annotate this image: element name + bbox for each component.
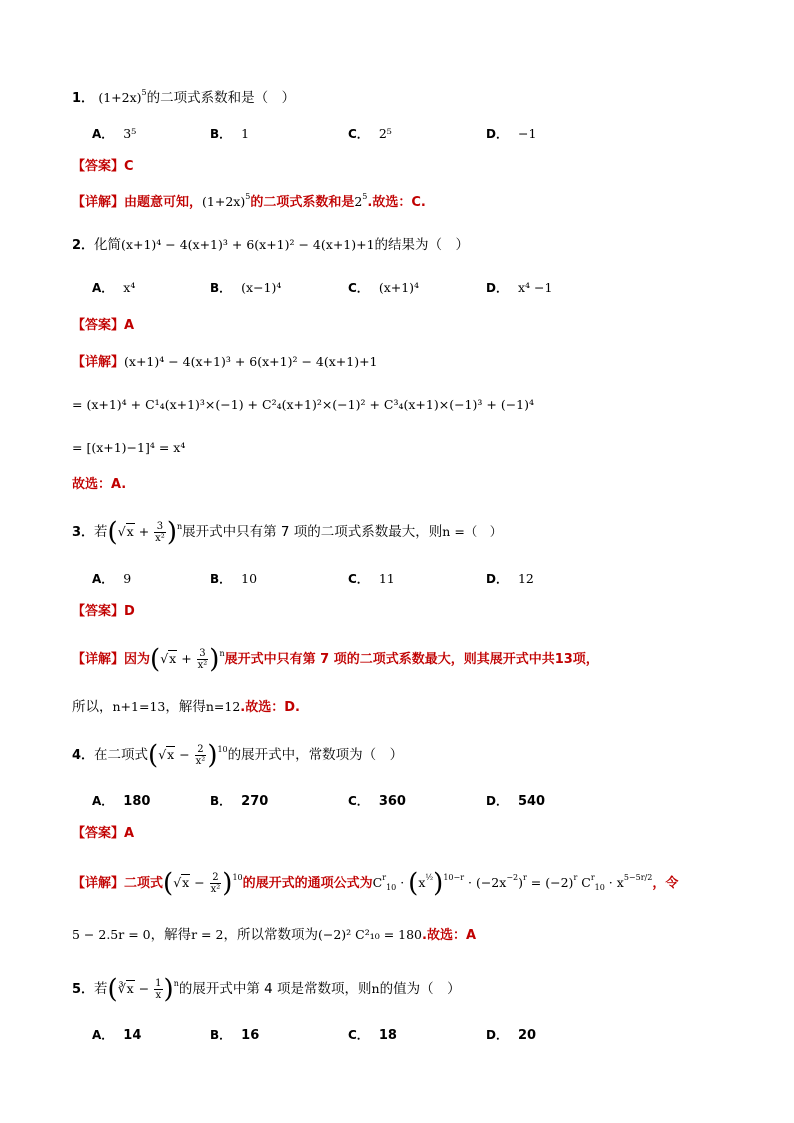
option-value: 180 [123,794,151,809]
option-a [92,278,135,299]
option-c [348,124,392,145]
answer-label: 【答案】 [72,159,125,174]
question-text: 在二项式 [94,747,149,763]
math-expression: n+1=13 [112,699,166,714]
detail-q2-end [72,474,126,495]
math-expression: = [(x+1)−1]⁴ = x⁴ [72,440,186,455]
question-text: 展开式中只有第 7 项的二项式系数最大，则 [182,524,443,540]
detail-text: 13项， [554,652,599,667]
question-text: 的展开式中第 4 项是常数项，则 [178,981,372,997]
option-value: 9 [123,571,132,586]
answer-q4 [72,823,134,844]
option-label: C． [348,127,369,141]
detail-text: ，令 [652,876,679,891]
question-number: 5． [72,982,95,997]
option-value: 2⁵ [378,126,392,141]
option-label: D． [486,127,508,141]
answer-value: D [124,604,135,619]
detail-q2-line3 [72,438,185,458]
math-expression: (x+1)⁴ − 4(x+1)³ + 6(x+1)² − 4(x+1)+1 [121,237,375,252]
detail-q2 [72,352,378,373]
math-expression: 5 − 2.5r = 0 [72,927,151,942]
exponent: 5 [141,88,147,97]
option-d [486,278,552,299]
math-expression: r = 2 [191,927,224,942]
math-expression: (−2)² C²₁₀ = 180 [317,927,423,942]
option-b [210,1025,259,1046]
option-b [210,124,249,145]
option-label: C． [348,281,369,295]
question-text: n =（ ） [442,524,503,539]
answer-q1 [72,156,134,177]
detail-text: 由题意可知， [124,195,203,210]
option-label: A． [92,127,114,141]
option-value: 16 [241,1028,260,1043]
answer-label: 【答案】 [72,318,125,333]
option-value: 11 [378,571,395,586]
detail-q4: 【详解】二项式(√x − $\frac{2}{\text{x²}}$ )$^{10}$的展开式的通项公式为$C^r_{10} \cdot (x^{\frac{1}{2}})^{10-r} \cdot (-2x^{-2})^r = (-2)^r$ $C^r_{10} \cdot x^{5-5r/2}$，令 [72,868,679,899]
option-label: A． [92,572,114,586]
math-expression: (1+2x) [202,194,246,209]
option-label: A． [92,794,114,808]
detail-q3: 【详解】因为(√x + $\frac{3}{\text{x²}}$ )$^n$展开式中只有第 7 项的二项式系数最大，则其展开式中共13项， [72,644,599,675]
option-value: 18 [378,1028,397,1043]
detail-label: 【详解】 [72,652,125,667]
option-c [348,1025,397,1046]
detail-q3-line2 [72,697,300,718]
option-b [210,569,257,590]
option-c [348,791,406,812]
question-text: 化简 [94,237,122,253]
answer-q3 [72,601,135,622]
detail-label: 【详解】 [72,195,125,210]
question-number: 3． [72,525,95,540]
detail-label: 【详解】 [72,876,125,891]
option-d [486,124,536,145]
detail-q1: 【详解】由题意可知，$(1+2x)^5$的二项式系数和是$2^5$.故选：C. [72,192,426,210]
option-value: 540 [517,794,546,809]
option-value: 3⁵ [123,126,137,141]
option-label: B． [210,1028,232,1042]
option-label: B． [210,127,232,141]
option-label: A． [92,281,114,295]
answer-q2 [72,315,134,336]
option-value: x⁴ −1 [517,280,553,295]
answer-value: A [124,318,135,333]
option-a [92,124,136,145]
answer-value: A [124,826,135,841]
math-expression: = (x+1)⁴ + C¹₄(x+1)³×(−1) + C²₄(x+1)²×(−1)² + C³₄(x+1)×(−1)³ + (−1)⁴ [72,397,535,412]
question-number: 1． [72,91,95,106]
detail-text: 所以， [72,699,113,715]
detail-text: 的二项式系数和是 [250,195,355,210]
option-label: C． [348,794,369,808]
answer-label: 【答案】 [72,826,125,841]
option-label: D． [486,281,508,295]
option-label: D． [486,572,508,586]
question-number: 2． [72,238,95,253]
question-text: 的值为（ ） [379,981,461,997]
math-expression: (x+1)⁴ − 4(x+1)³ + 6(x+1)² − 4(x+1)+1 [124,354,378,369]
option-label: B． [210,572,232,586]
detail-label: 【详解】 [72,355,125,370]
question-text: 若 [94,981,108,997]
question-3: 3．若(√x + $\frac{3}{\text{x²}}$ )$^n$展开式中只有第 7 项的二项式系数最大，则n =（ ） [72,517,503,548]
question-number: 4． [72,748,95,763]
question-2 [72,235,469,256]
option-c [348,569,395,590]
detail-text: 展开式中只有第 7 项的二项式系数最大，则其展开式中共 [224,652,555,667]
question-text: 的二项式系数和是（ ） [146,90,296,106]
detail-text: 的展开式的通项公式为 [242,876,373,891]
option-value: 1 [241,126,250,141]
detail-q4-line2 [72,925,476,946]
option-value: x⁴ [123,280,136,295]
question-text: 的展开式中，常数项为（ ） [227,747,404,763]
option-label: D． [486,1028,508,1042]
option-label: B． [210,794,232,808]
option-value: 270 [241,794,269,809]
question-text: n [371,981,380,996]
detail-text: .故选：C. [367,195,426,210]
detail-text: ，解得 [150,927,192,943]
option-d [486,791,545,812]
option-label: C． [348,572,369,586]
question-4: 4．在二项式(√x − $\frac{2}{\text{x²}}$ )$^{10}$的展开式中，常数项为（ ） [72,740,404,771]
detail-q2-line2 [72,395,534,415]
question-text: 若 [94,524,108,540]
option-a [92,569,131,590]
option-value: 14 [123,1028,142,1043]
option-d [486,569,534,590]
option-value: 20 [517,1028,537,1043]
answer-value: C [124,159,134,174]
detail-text: 二项式 [124,876,164,891]
answer-label: 【答案】 [72,604,125,619]
detail-text: ，所以常数项为 [223,927,318,943]
option-b [210,278,281,299]
detail-text: .故选：D. [240,700,300,715]
option-label: C． [348,1028,369,1042]
option-label: D． [486,794,508,808]
exponent: 5 [245,192,251,201]
option-label: B． [210,281,232,295]
option-value: 12 [517,571,534,586]
question-1 [72,88,295,109]
option-a [92,791,150,812]
question-5: 5．若(∛x − $\frac{1}{x}$ )$^n$的展开式中第 4 项是常数项，则n的值为（ ） [72,974,461,1005]
detail-text: .故选：A [422,928,477,943]
detail-text: 故选：A. [72,477,127,492]
option-a [92,1025,141,1046]
question-text: 的结果为（ ） [374,237,470,253]
option-value: (x−1)⁴ [241,280,282,295]
math-expression: (1+2x) [98,90,142,105]
option-label: A． [92,1028,114,1042]
detail-text: 因为 [124,652,151,667]
detail-text: ，解得 [165,699,206,715]
option-value: (x+1)⁴ [378,280,420,295]
option-c [348,278,419,299]
option-value: 360 [378,794,406,809]
math-expression: n=12 [205,699,241,714]
option-value: 10 [241,571,258,586]
option-value: −1 [517,126,537,141]
option-d [486,1025,536,1046]
option-b [210,791,268,812]
